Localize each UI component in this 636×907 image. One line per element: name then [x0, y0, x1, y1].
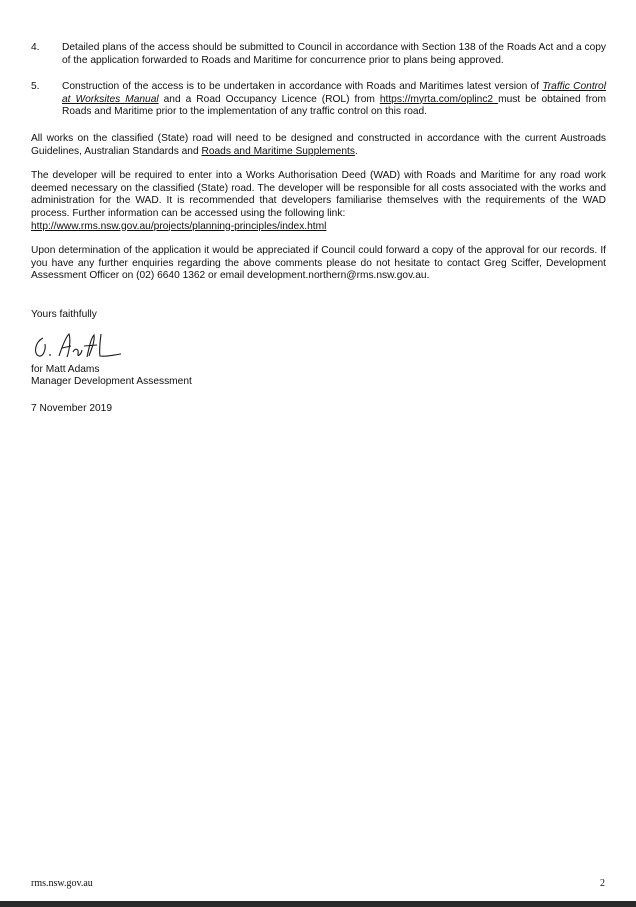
item-text: Detailed plans of the access should be submitted to Council in accordance with Section 138 of the Roads Act and a copy of the application forwarded to Roads and Maritime for concurrence prior to plans being approved.: [62, 42, 606, 66]
paragraph-text: .: [354, 145, 358, 157]
planning-principles-link[interactable]: http://www.rms.nsw.gov.au/projects/planning-principles/index.html: [31, 220, 327, 232]
signatory-block: [31, 364, 606, 389]
item-number: 4.: [31, 42, 40, 53]
signatory-title: Manager Development Assessment: [31, 376, 192, 388]
bottom-edge-bar: [0, 901, 636, 907]
supplements-link[interactable]: Roads and Maritime Supplements: [201, 145, 355, 157]
letter-date: 7 November 2019: [31, 402, 112, 414]
determination-paragraph: Upon determination of the application it would be appreciated if Council could forward a copy of the approval for our records. If you have any further enquiries regarding the above comments please do not hesitate to contact Greg Sciffer, Development Assessment Officer on (02) 6640 1362 or email development.northern@rms.nsw.gov.au.: [31, 245, 606, 282]
paragraph-text: The developer will be required to enter into a Works Authorisation Deed (WAD) with Roads and Maritime for any road work deemed necessary on the classified (State) road. The developer will be responsible for all costs associated with the works and administration for the WAD. It is recommended that developers familiarise themselves with the requirements of the WAD process. Further information can be accessed using the following link:: [31, 170, 606, 219]
traffic-control-manual-link[interactable]: Traffic Control at Worksites Manual: [62, 81, 606, 105]
works-paragraph: [31, 133, 606, 158]
item-text: [62, 81, 606, 119]
page-number: 2: [600, 878, 605, 889]
condition-item-4: [31, 42, 606, 67]
condition-item-5: [31, 81, 606, 119]
item-text-part: must be obtained from Roads and Maritime prior to the implementation of any traffic control on this road.: [62, 93, 606, 118]
letter-body: [31, 42, 606, 415]
paragraph-text: All works on the classified (State) road will need to be designed and constructed in accordance with the current Austroads Guidelines, Australian Standards and: [31, 132, 606, 157]
myrta-oplinc-link[interactable]: https://myrta.com/oplinc2: [379, 93, 499, 105]
item-number: 5.: [31, 81, 40, 93]
item-text-part: Construction of the access is to be undertaken in accordance with Roads and Maritimes latest version of: [62, 81, 543, 93]
wad-paragraph: [31, 170, 606, 233]
closing-salutation: Yours faithfully: [31, 308, 97, 320]
item-text-part: and a Road Occupancy Licence (ROL) from: [158, 93, 380, 105]
footer-website: rms.nsw.gov.au: [31, 878, 93, 889]
signatory-name: for Matt Adams: [31, 363, 100, 375]
handwritten-signature: [31, 330, 131, 364]
